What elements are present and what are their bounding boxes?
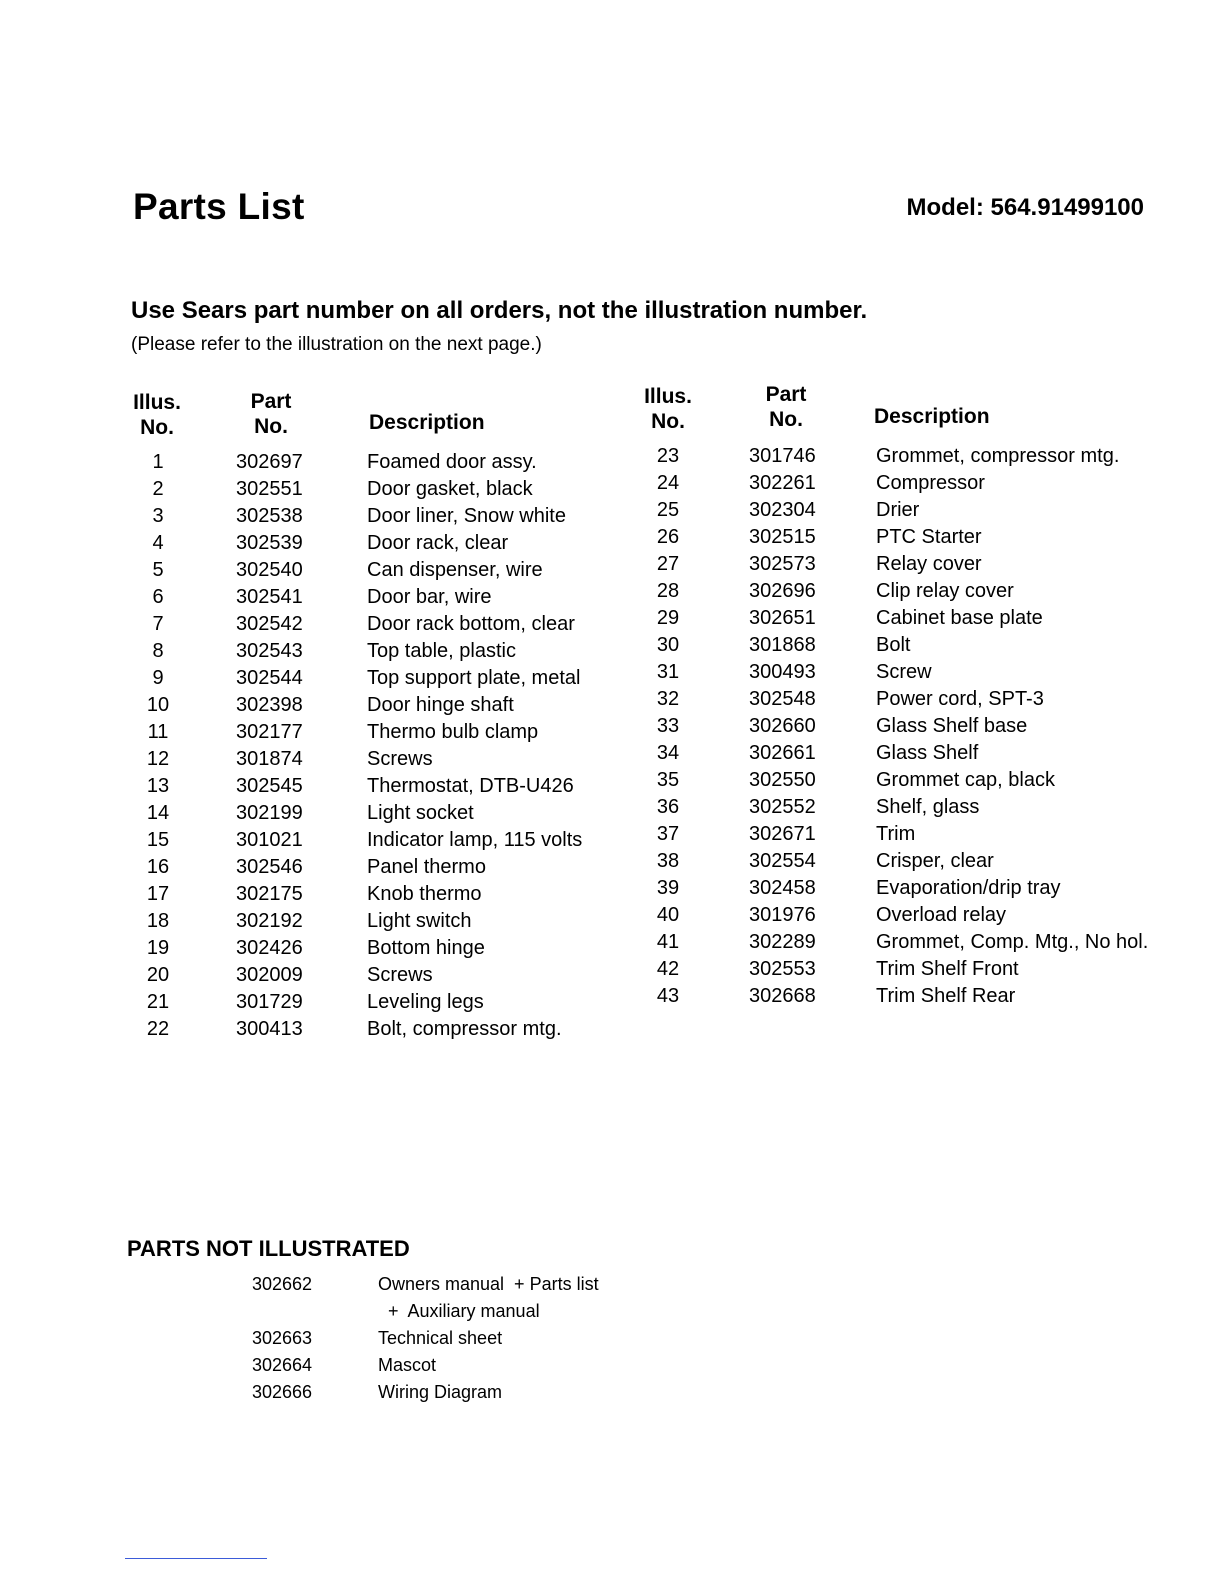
part-number: 301021	[236, 829, 303, 851]
illus-number: 31	[656, 661, 680, 683]
illus-number: 22	[146, 1018, 170, 1040]
part-number: 302539	[236, 532, 303, 554]
illus-number: 19	[146, 937, 170, 959]
part-description: Top support plate, metal	[367, 667, 581, 689]
part-number: 302668	[749, 985, 816, 1007]
illus-number: 27	[656, 553, 680, 575]
right-header-description: Description	[874, 405, 990, 428]
part-description: Crisper, clear	[876, 850, 994, 872]
part-description: Trim Shelf Front	[876, 958, 1019, 980]
table-row	[644, 578, 1148, 605]
order-notice: Use Sears part number on all orders, not the illustration number.	[131, 297, 868, 324]
part-description: Panel thermo	[367, 856, 486, 878]
table-row	[134, 908, 617, 935]
part-number: 302545	[236, 775, 303, 797]
part-number: 302542	[236, 613, 303, 635]
illus-number: 26	[656, 526, 680, 548]
part-description: Compressor	[876, 472, 985, 494]
part-description: Technical sheet	[378, 1328, 503, 1348]
part-number: 302573	[749, 553, 816, 575]
part-description: Grommet, Comp. Mtg., No hol.	[876, 931, 1149, 953]
part-description: Thermostat, DTB-U426	[367, 775, 574, 797]
illus-number: 24	[656, 472, 680, 494]
illus-number: 15	[146, 829, 170, 851]
right-header-illus	[642, 384, 694, 434]
part-number: 302666	[252, 1382, 313, 1402]
table-row	[252, 1325, 599, 1352]
illus-number: 37	[656, 823, 680, 845]
part-description: Door gasket, black	[367, 478, 533, 500]
part-description: Screws	[367, 964, 433, 986]
part-description: Screw	[876, 661, 932, 683]
part-description: Trim Shelf Rear	[876, 985, 1016, 1007]
part-description: Door bar, wire	[367, 586, 492, 608]
part-number: 302554	[749, 850, 816, 872]
table-row	[644, 551, 1148, 578]
parts-table-right	[644, 443, 1148, 1010]
table-row	[252, 1271, 599, 1298]
table-row	[252, 1379, 599, 1406]
part-description: Can dispenser, wire	[367, 559, 543, 581]
part-number: 300493	[749, 661, 816, 683]
illus-number: 35	[656, 769, 680, 791]
part-number: 301729	[236, 991, 303, 1013]
table-row	[134, 449, 617, 476]
part-number: 302541	[236, 586, 303, 608]
table-row	[134, 611, 617, 638]
part-description: Bolt, compressor mtg.	[367, 1018, 562, 1040]
part-description: Relay cover	[876, 553, 982, 575]
part-number: 302538	[236, 505, 303, 527]
part-number: 302458	[749, 877, 816, 899]
table-row	[134, 773, 617, 800]
part-description: Wiring Diagram	[378, 1382, 503, 1402]
table-row	[134, 719, 617, 746]
part-number: 302662	[252, 1274, 313, 1294]
table-row	[644, 740, 1148, 767]
illus-number: 1	[152, 451, 164, 473]
part-number: 302660	[749, 715, 816, 737]
part-number: 302515	[749, 526, 816, 548]
part-number: 302426	[236, 937, 303, 959]
part-number: 302177	[236, 721, 303, 743]
table-row	[644, 605, 1148, 632]
part-number: 302661	[749, 742, 816, 764]
part-description: Evaporation/drip tray	[876, 877, 1061, 899]
part-number	[252, 1298, 378, 1325]
order-subnotice: (Please refer to the illustration on the next page.)	[131, 334, 542, 355]
illus-number: 25	[656, 499, 680, 521]
table-row	[644, 470, 1148, 497]
table-row	[644, 983, 1148, 1010]
left-header-part	[246, 389, 296, 439]
illus-number: 13	[146, 775, 170, 797]
illus-number: 7	[152, 613, 164, 635]
part-number: 302664	[252, 1355, 313, 1375]
part-description: Thermo bulb clamp	[367, 721, 539, 743]
illus-number: 5	[152, 559, 164, 581]
illus-number: 21	[146, 991, 170, 1013]
part-description: Screws	[367, 748, 433, 770]
illus-number: 42	[656, 958, 680, 980]
part-number: 302009	[236, 964, 303, 986]
part-number: 302175	[236, 883, 303, 905]
table-row	[134, 935, 617, 962]
part-description: Door rack bottom, clear	[367, 613, 575, 635]
part-description: Owners manual + Parts list	[378, 1274, 599, 1294]
part-description: Mascot	[378, 1355, 437, 1375]
part-description: Clip relay cover	[876, 580, 1014, 602]
illus-number: 30	[656, 634, 680, 656]
table-row	[134, 962, 617, 989]
header-part-line1: Part	[765, 383, 807, 406]
part-description: Light socket	[367, 802, 474, 824]
part-number: 302546	[236, 856, 303, 878]
table-row	[644, 902, 1148, 929]
table-row	[644, 794, 1148, 821]
illus-number: 43	[656, 985, 680, 1007]
illus-number: 2	[152, 478, 164, 500]
table-row	[134, 476, 617, 503]
table-row	[644, 443, 1148, 470]
part-number: 301976	[749, 904, 816, 926]
header-illus-line1: Illus.	[133, 391, 181, 414]
part-number: 302540	[236, 559, 303, 581]
part-description: Cabinet base plate	[876, 607, 1043, 629]
illus-number: 32	[656, 688, 680, 710]
parts-table-left	[134, 449, 617, 1043]
illus-number: 4	[152, 532, 164, 554]
table-row	[644, 659, 1148, 686]
part-description: Glass Shelf base	[876, 715, 1028, 737]
table-row	[644, 821, 1148, 848]
table-row	[134, 665, 617, 692]
table-row	[644, 713, 1148, 740]
table-row	[644, 524, 1148, 551]
part-description: PTC Starter	[876, 526, 982, 548]
right-header-part	[761, 382, 811, 432]
illus-number: 11	[147, 721, 169, 743]
part-number: 302697	[236, 451, 303, 473]
left-header-description: Description	[369, 411, 485, 434]
part-number: 302398	[236, 694, 303, 716]
illus-number: 33	[656, 715, 680, 737]
parts-not-illustrated-table	[252, 1271, 599, 1406]
illus-number: 10	[146, 694, 170, 716]
part-description: Door rack, clear	[367, 532, 509, 554]
illus-number: 20	[146, 964, 170, 986]
illus-number: 34	[656, 742, 680, 764]
table-row	[134, 530, 617, 557]
part-description: Power cord, SPT-3	[876, 688, 1044, 710]
table-row	[134, 827, 617, 854]
illus-number: 36	[656, 796, 680, 818]
table-row	[134, 584, 617, 611]
table-row	[644, 497, 1148, 524]
part-number: 302553	[749, 958, 816, 980]
table-row	[134, 854, 617, 881]
part-number: 302199	[236, 802, 303, 824]
table-row	[644, 875, 1148, 902]
table-row	[252, 1352, 599, 1379]
part-description: Trim	[876, 823, 916, 845]
part-description: Bottom hinge	[367, 937, 485, 959]
part-description: Foamed door assy.	[367, 451, 537, 473]
illus-number: 17	[146, 883, 170, 905]
table-row	[134, 503, 617, 530]
left-header-illus	[132, 390, 182, 440]
header-part-line2: No.	[769, 408, 803, 431]
part-description: Glass Shelf	[876, 742, 979, 764]
part-description: Light switch	[367, 910, 472, 932]
illus-number: 8	[152, 640, 164, 662]
part-description: Knob thermo	[367, 883, 482, 905]
header-part-line1: Part	[250, 390, 292, 413]
illus-number: 14	[146, 802, 170, 824]
header-part-line2: No.	[254, 415, 288, 438]
part-number: 302261	[749, 472, 816, 494]
illus-number: 41	[656, 931, 680, 953]
part-number: 302550	[749, 769, 816, 791]
illus-number: 29	[656, 607, 680, 629]
bottom-divider	[125, 1558, 267, 1559]
part-description: Shelf, glass	[876, 796, 980, 818]
part-description: Bolt	[876, 634, 911, 656]
part-number: 302548	[749, 688, 816, 710]
part-number: 302543	[236, 640, 303, 662]
table-row	[134, 800, 617, 827]
illus-number: 9	[152, 667, 164, 689]
illus-number: 6	[152, 586, 164, 608]
part-number: 302544	[236, 667, 303, 689]
part-description: + Auxiliary manual	[378, 1301, 540, 1321]
table-row	[134, 638, 617, 665]
part-description: Overload relay	[876, 904, 1007, 926]
part-number: 302551	[236, 478, 303, 500]
part-number: 302192	[236, 910, 303, 932]
table-row	[644, 632, 1148, 659]
table-row	[644, 848, 1148, 875]
part-description: Door liner, Snow white	[367, 505, 566, 527]
part-description: Drier	[876, 499, 920, 521]
table-row	[252, 1298, 599, 1325]
parts-not-illustrated-title: PARTS NOT ILLUSTRATED	[127, 1236, 410, 1261]
table-row	[134, 1016, 617, 1043]
header-illus-line2: No.	[651, 410, 685, 433]
part-description: Indicator lamp, 115 volts	[367, 829, 583, 851]
table-row	[134, 989, 617, 1016]
illus-number: 40	[656, 904, 680, 926]
part-number: 300413	[236, 1018, 303, 1040]
part-number: 302304	[749, 499, 816, 521]
header-illus-line1: Illus.	[644, 385, 692, 408]
part-number: 301874	[236, 748, 303, 770]
part-description: Grommet cap, black	[876, 769, 1055, 791]
part-number: 302696	[749, 580, 816, 602]
table-row	[134, 557, 617, 584]
part-description: Top table, plastic	[367, 640, 516, 662]
illus-number: 39	[656, 877, 680, 899]
table-row	[134, 881, 617, 908]
part-number: 302552	[749, 796, 816, 818]
model-number: Model: 564.91499100	[906, 194, 1144, 221]
part-number: 301868	[749, 634, 816, 656]
illus-number: 18	[146, 910, 170, 932]
table-row	[644, 929, 1148, 956]
table-row	[644, 767, 1148, 794]
part-description: Leveling legs	[367, 991, 484, 1013]
table-row	[644, 686, 1148, 713]
part-description: Door hinge shaft	[367, 694, 514, 716]
header-illus-line2: No.	[140, 416, 174, 439]
part-number: 302289	[749, 931, 816, 953]
part-number: 302663	[252, 1328, 313, 1348]
table-row	[134, 692, 617, 719]
part-number: 302671	[749, 823, 816, 845]
illus-number: 12	[146, 748, 170, 770]
part-description: Grommet, compressor mtg.	[876, 445, 1120, 467]
illus-number: 3	[152, 505, 164, 527]
table-row	[134, 746, 617, 773]
part-number: 301746	[749, 445, 816, 467]
table-row	[644, 956, 1148, 983]
illus-number: 28	[656, 580, 680, 602]
illus-number: 16	[146, 856, 170, 878]
part-number: 302651	[749, 607, 816, 629]
page-title: Parts List	[133, 186, 305, 227]
illus-number: 23	[656, 445, 680, 467]
illus-number: 38	[656, 850, 680, 872]
